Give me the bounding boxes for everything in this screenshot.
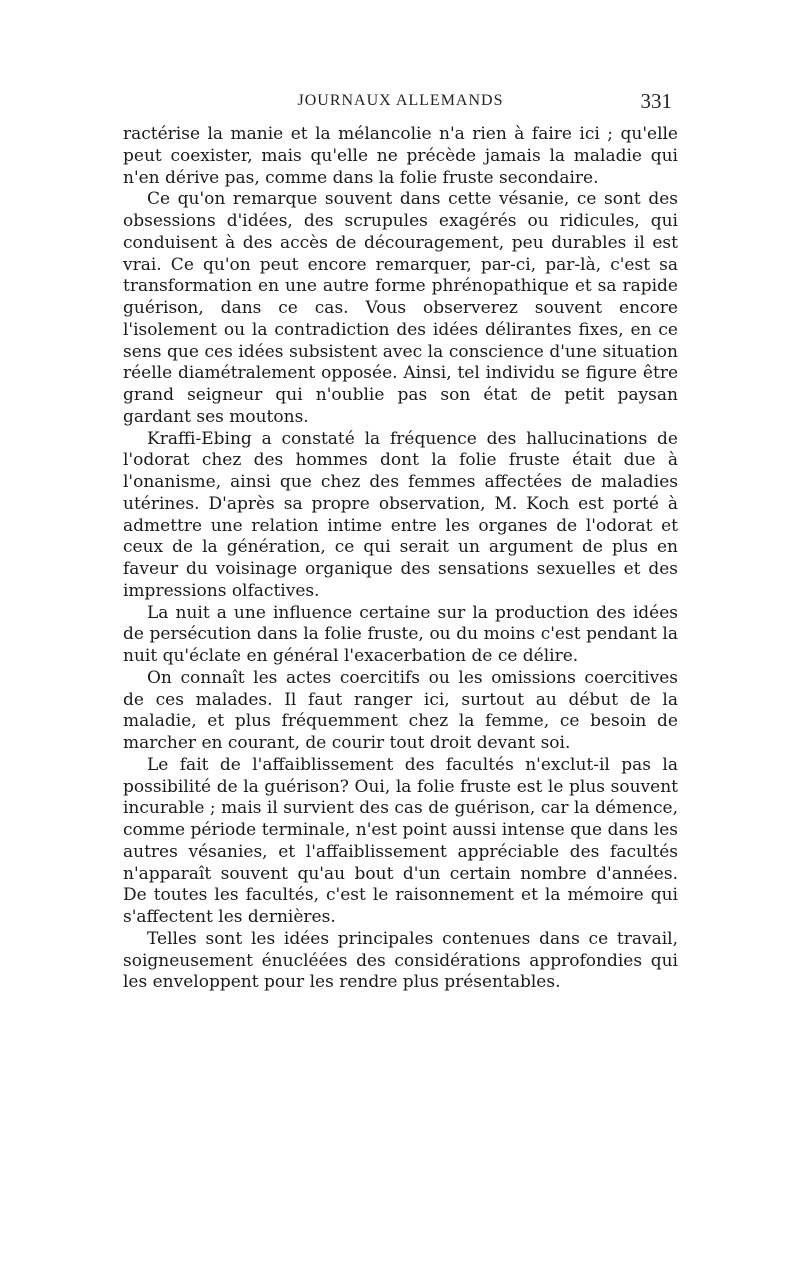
- paragraph: Ce qu'on remarque souvent dans cette vésanie, ce sont des obsessions d'idées, des scrupules exagérés ou ridicules, qui conduisent à des accès de découragement, peu durables il est vrai. Ce qu'on peut encore remarquer, par-ci, par-là, c'est sa transformation en une autre forme phrénopathique et sa rapide guérison, dans ce cas. Vous observerez souvent encore l'isolement ou la contradiction des idées délirantes fixes, en ce sens que ces idées subsistent avec la conscience d'une situation réelle diamétralement opposée. Ainsi, tel individu se figure être grand seigneur qui n'oublie pas son état de petit paysan gardant ses moutons.: [123, 189, 678, 427]
- book-page: [123, 89, 678, 994]
- paragraph: On connaît les actes coercitifs ou les omissions coercitives de ces malades. Il faut ranger ici, surtout au début de la maladie, et plus fréquemment chez la femme, ce besoin de marcher en courant, de courir tout droit devant soi.: [123, 667, 678, 753]
- running-head: JOURNAUX ALLEMANDS: [297, 92, 504, 109]
- paragraph: La nuit a une influence certaine sur la production des idées de persécution dans la folie fruste, ou du moins c'est pendant la nuit qu'éclate en général l'exacerbation de ce délire.: [123, 602, 678, 666]
- paragraph: Le fait de l'affaiblissement des facultés n'exclut-il pas la possibilité de la guérison? Oui, la folie fruste est le plus souvent incurable ; mais il survient des cas de guérison, car la démence, comme période terminale, n'est point aussi intense que dans les autres vésanies, et l'affaiblissement appréciable des facultés n'apparaît souvent qu'au bout d'un certain nombre d'années. De toutes les facultés, c'est le raisonnement et la mémoire qui s'affectent les dernières.: [123, 754, 678, 927]
- body-text: [123, 124, 678, 994]
- page-number: 331: [640, 89, 672, 113]
- page-header: [123, 89, 678, 124]
- paragraph: Kraffi-Ebing a constaté la fréquence des hallucinations de l'odorat chez des hommes dont la folie fruste était due à l'onanisme, ainsi que chez des femmes affectées de maladies utérines. D'après sa propre observation, M. Koch est porté à admettre une relation intime entre les organes de l'odorat et ceux de la génération, ce qui serait un argument de plus en faveur du voisinage organique des sensations sexuelles et des impressions olfactives.: [123, 428, 678, 601]
- paragraph: Telles sont les idées principales contenues dans ce travail, soigneusement énucléées des considérations approfondies qui les enveloppent pour les rendre plus présentables.: [123, 928, 678, 993]
- paragraph-continuation: ractérise la manie et la mélancolie n'a rien à faire ici ; qu'elle peut coexister, mais qu'elle ne précède jamais la maladie qui n'en dérive pas, comme dans la folie fruste secondaire.: [123, 124, 678, 188]
